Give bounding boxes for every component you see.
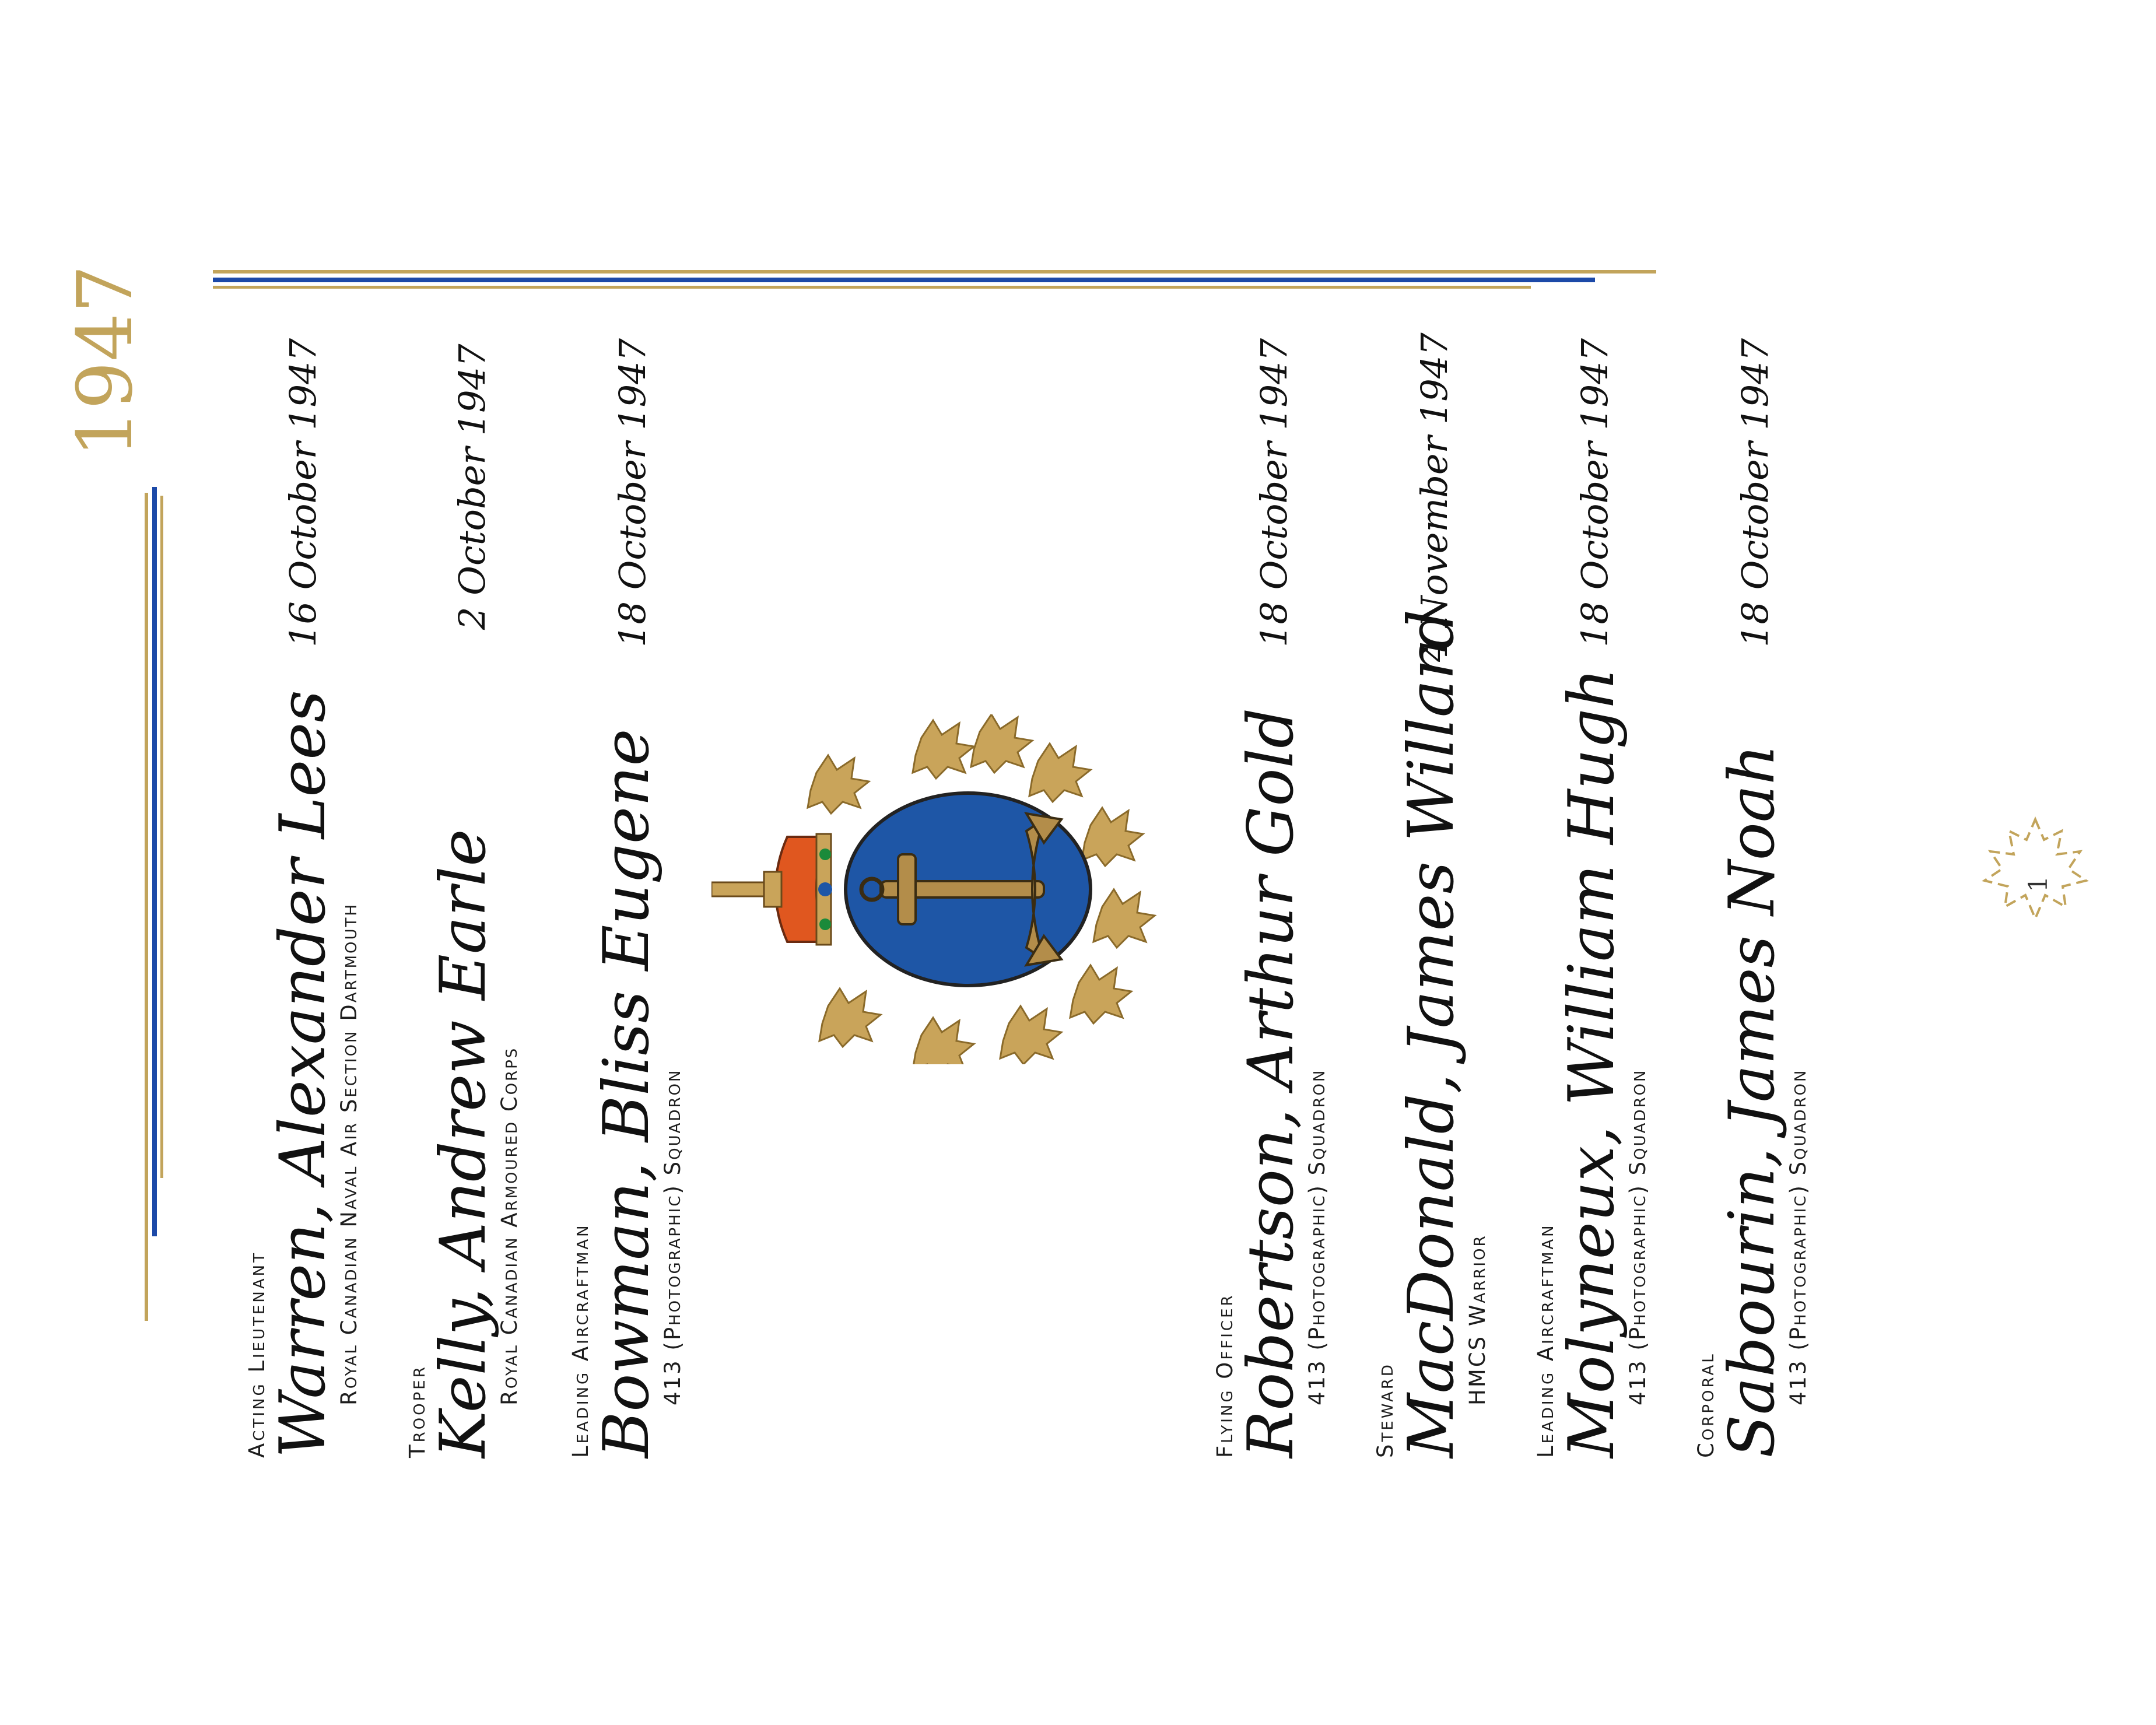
entry-name: Robertson, Arthur Gold: [1235, 707, 1307, 1458]
top-gold-rule: [213, 270, 1656, 274]
entry-unit: 413 (Photographic) Squadron: [660, 1068, 685, 1405]
entry-unit: 413 (Photographic) Squadron: [1786, 1068, 1811, 1405]
entry-unit: Royal Canadian Armoured Corps: [497, 1046, 522, 1405]
entry-name: MacDonald, James Willard: [1395, 609, 1468, 1458]
entry-unit: Royal Canadian Naval Air Section Dartmouth: [336, 903, 362, 1405]
entry-rank: Steward: [1373, 1362, 1398, 1458]
year-heading: 1947: [61, 265, 149, 458]
entry-rank: Leading Aircraftman: [1533, 1223, 1558, 1458]
memorial-entry: [405, 829, 522, 1458]
entry-rank: Leading Aircraftman: [568, 1223, 593, 1458]
memorial-entry: [1213, 708, 1330, 1458]
entry-unit: HMCS Warrior: [1465, 1234, 1490, 1405]
entry-date: 18 October 1947: [611, 338, 654, 647]
top-gold-rule-2: [213, 286, 1531, 289]
entry-name: Sabourin, James Noah: [1716, 744, 1789, 1458]
entry-date: 2 October 1947: [451, 343, 493, 630]
entry-name: Bowman, Bliss Eugene: [590, 728, 663, 1458]
entry-date: 18 October 1947: [1734, 338, 1776, 647]
entry-date: 4 November 1947: [1413, 332, 1456, 662]
memorial-entry: [1534, 668, 1650, 1458]
maple-leaf-outline-icon: [1977, 814, 2094, 936]
memorial-entry: [569, 729, 685, 1458]
entry-name: Kelly, Andrew Earle: [427, 829, 500, 1458]
left-gold-rule-2: [160, 496, 163, 1178]
entry-rank: Corporal: [1694, 1352, 1719, 1458]
left-gold-rule: [145, 493, 148, 1321]
memorial-entry: [1694, 744, 1811, 1458]
entry-rank: Flying Officer: [1212, 1293, 1237, 1458]
memorial-entry: [245, 690, 362, 1458]
entry-date: 16 October 1947: [282, 338, 324, 647]
entry-rank: Trooper: [405, 1365, 430, 1458]
entry-date: 18 October 1947: [1253, 338, 1295, 647]
entry-unit: 413 (Photographic) Squadron: [1625, 1068, 1650, 1405]
memorial-entry: [1373, 609, 1490, 1458]
entry-name: Warren, Alexander Lees: [267, 690, 339, 1458]
page-number: 1: [2024, 876, 2053, 892]
top-blue-rule: [213, 278, 1595, 282]
entry-rank: Acting Lieutenant: [244, 1251, 269, 1458]
entry-name: Molyneux, William Hugh: [1555, 668, 1628, 1458]
entry-unit: 413 (Photographic) Squadron: [1305, 1068, 1330, 1405]
left-blue-rule: [152, 487, 157, 1236]
entry-date: 18 October 1947: [1573, 338, 1616, 647]
naval-anchor-crest-icon: [711, 714, 1178, 1064]
